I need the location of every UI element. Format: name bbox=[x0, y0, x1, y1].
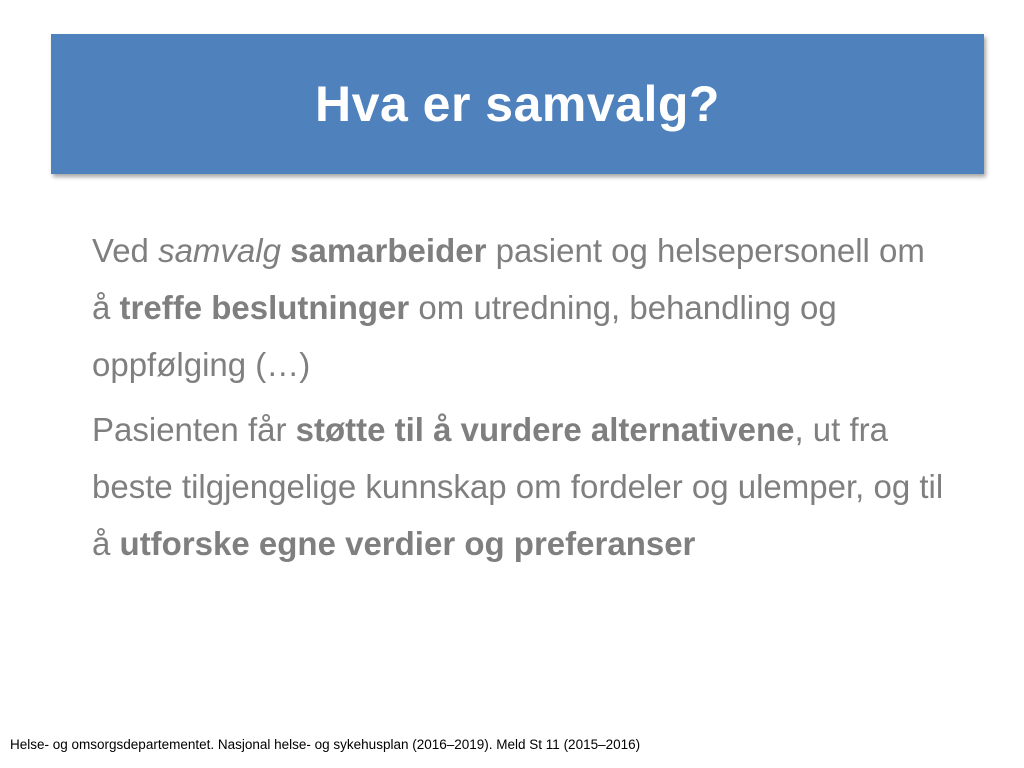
text-run: pasient og helsepersonell om å bbox=[92, 232, 925, 326]
text-run: Ved bbox=[92, 232, 159, 269]
slide-body bbox=[92, 222, 952, 572]
text-run: om utredning, behandling og oppfølging (…) bbox=[92, 289, 837, 383]
footer-citation: Helse- og omsorgsdepartementet. Nasjonal helse- og sykehusplan (2016–2019). Meld St 11 (2015–2016) bbox=[10, 737, 641, 752]
title-bar bbox=[51, 34, 984, 174]
bold-term-samarbeider: samarbeider bbox=[290, 232, 487, 269]
italic-term-samvalg: samvalg bbox=[158, 232, 281, 269]
text-run: , ut fra beste tilgjengelige kunnskap om fordeler og ulemper, og til å bbox=[92, 411, 944, 562]
text-run: Pasienten får bbox=[92, 411, 296, 448]
bold-term-treffe-beslutninger: treffe beslutninger bbox=[119, 289, 410, 326]
paragraph-support bbox=[92, 401, 952, 572]
bold-term-stotte: støtte til å vurdere alternativene bbox=[295, 411, 795, 448]
paragraph-definition bbox=[92, 222, 952, 393]
slide-title: Hva er samvalg? bbox=[315, 76, 720, 132]
text-run bbox=[281, 232, 290, 269]
bold-term-utforske: utforske egne verdier og preferanser bbox=[119, 525, 696, 562]
